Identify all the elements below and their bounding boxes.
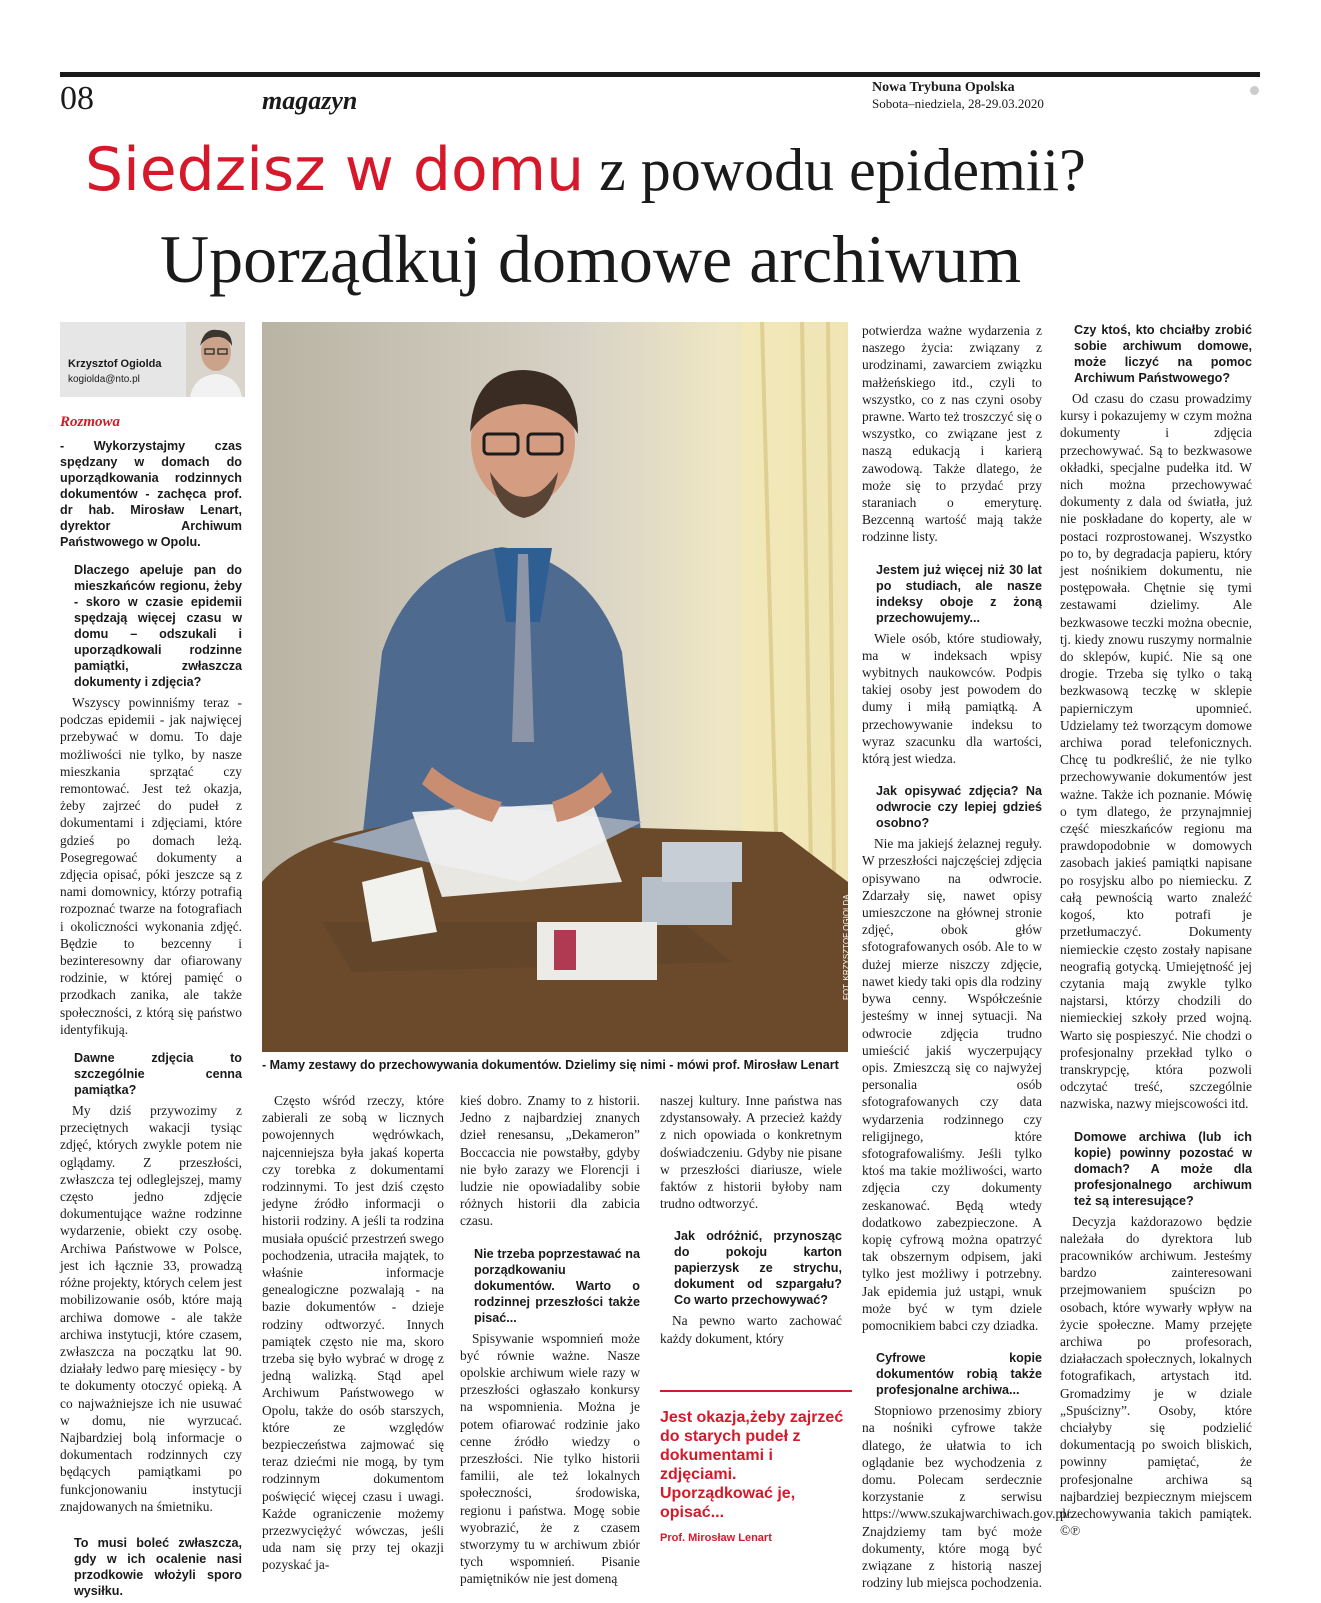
question: Czy ktoś, kto chciałby zrobić sobie archiwum domowe, może liczyć na pomoc Archiwum Państwowego? [1074, 323, 1252, 385]
pull-quote-text: Jest okazja,żeby zajrzeć do starych pudeł z dokumentami i zdjęciami. Uporządkować je, opisać... [660, 1409, 844, 1521]
answer: Nie ma jakiejś żelaznej reguły. W przeszłości najczęściej zdjęcia opisywano na odwrocie. Zdarzały się, nawet opisy umieszczone na głównej stronie zdjęć, obok głów sfotografowanych osób. Ale to w dużej mierze niszczy zdjęcie, nawet kiedy taki opis dla rodziny bywa cenny. Współcześnie jesteśmy w innej sytuacji. Na odwrocie zdjęcia trudno umieścić jakiś wyczerpujący opis. Zmieszczą się co najwyżej personalia osób sfotografowanych czy data wydarzenia rodzinnego czy religijnego, które sfotografowaliśmy. Jeśli tylko ktoś ma takie możliwości, warto zdjęcia czy dokumenty zeskanować. Będą wtedy dodatkowo zabezpieczone. A kopię cyfrową można opatrzyć tak obszernym odpisem, jaki tylko jest możliwy i potrzebny. Jak epidemia już ustąpi, wnuk może być w tym dziele pomocnikiem babci czy dziadka. [862, 836, 1042, 1333]
author-photo [186, 322, 245, 397]
question: Dlaczego apeluje pan do mieszkańców regionu, żeby - skoro w czasie epidemii spędzają więcej czasu w domu – odszukali i uporządkowali rodzinne pamiątki, zwłaszcza dokumenty i zdjęcia? [74, 563, 242, 689]
question: Jestem już więcej niż 30 lat po studiach, ale nasze indeksy oboje z żoną przechowujemy... [876, 562, 1042, 625]
pull-quote-author: Prof. Mirosław Lenart [660, 1532, 772, 1544]
issue-date: Sobota–niedziela, 28-29.03.2020 [872, 96, 1044, 111]
answer: Od czasu do czasu prowadzimy kursy i pokazujemy w czym można dokumenty i zdjęcia przechowywać. Są to bezkwasowe okładki, specjalne pudełka itd. W nich można przechowywać dokumenty z dala od światła, już nie poskładane do koperty, ale w postaci rozprostowanej. Wszystko po to, by degradacja papieru, który jest nośnikiem dokumentu, nie postępowała. Chętnie się tymi zestawami dzielimy. Ale bezkwasowe teczki można obecnie, tj. kiedy znowu ruszymy normalnie do sklepów, kupić. Nie są one drogie. Trzeba się tylko o taką bezkwasową teczkę w sklepie papierniczym upomnieć. Udzielamy też tworzącym domowe archiwa porad telefonicznych. Chcę tu podkreślić, że nie tylko przechowywanie dokumentów jest ważne. Także ich poznanie. Mówię o tym dlatego, że przynajmniej część mieszkańców regionu ma prawdopodobnie w domowych zasobach jakieś pamiątki napisane po rosyjsku albo po niemiecku. Z całą pewnością warto znaleźć kogoś, kto potrafi je przetłumaczyć. Dokumenty niemieckie często zostały napisane neografią gotycką. Umiejętność jej czytania mają zwykle tylko najstarsi, którzy chodzili do niemieckiej szkoły przed wojną. Warto się pospieszyć. Nie chodzi o profesjonalny przekład tylko o transkrypcję, która pozwoli odczytać treść, szczególnie nazwiska, nazwy miejscowości itd. [1060, 391, 1252, 1112]
lead-paragraph: - Wykorzystajmy czas spędzany w domach do uporządkowania rodzinnych dokumentów - zachęca prof. dr hab. Mirosław Lenart, dyrektor Archiwum Państwowego w Opolu. [60, 439, 242, 549]
answer: Spisywanie wspomnień może być równie ważne. Nasze opolskie archiwum wiele razy w przeszłości ogłaszało konkursy na wspomnienia. Można je potem ofiarować rodzinie jako cenne źródło wiedzy o przeszłości. Nie tylko historii familii, ale też lokalnych społeczności, środowiska, regionu i państwa. Mogę sobie wyobrazić, że z czasem stworzymy tu w archiwum zbiór tych wspomnień. Pisanie pamiętników nie jest domeną [460, 1330, 640, 1587]
newspaper-name: Nowa Trybuna Opolska [872, 80, 1015, 95]
question: To musi boleć zwłaszcza, gdy w ich ocalenie nasi przodkowie włożyli sporo wysiłku. [74, 1535, 242, 1598]
answer: naszej kultury. Inne państwa nas zdystansowały. A przecież każdy z nich opowiada o konkretnym doświadczeniu. Gdyby nie pisane w przeszłości diariusze, wiele faktów z historii byłoby nam trudno odtworzyć. [660, 1093, 842, 1212]
author-name: Krzysztof Ogiolda [68, 358, 162, 370]
kicker-label: Rozmowa [60, 414, 121, 430]
headline-line1 [85, 135, 1265, 205]
photo-caption: - Mamy zestawy do przechowywania dokumentów. Dzielimy się nimi - mówi prof. Mirosław Lenart [262, 1058, 839, 1072]
answer: Wiele osób, które studiowały, ma w indeksach wpisy wybitnych naukowców. Podpis takiej osoby jest powodem do dumy i miłą pamiątką. A przechowywanie indeksu to wyraz szacunku dla wartości, którą jest wiedza. [862, 630, 1042, 767]
page-number: 08 [60, 80, 94, 117]
headline-black-part: z powodu epidemii? [584, 137, 1086, 203]
answer: Decyzja każdorazowo będzie należała do dyrektora lub pracowników archiwum. Jesteśmy bardzo zainteresowani przejmowaniem spuścizn po osobach, które wywarły wpływ na życie społeczne. Mamy przejęte archiwa po profesorach, działaczach społecznych, lokalnych fotografikach, artystach itd. Gromadzimy je w dziale „Spuścizny”. Osoby, które chciałyby się podzielić dokumentacją po swoich bliskich, powinny pamiętać, że profesjonalne archiwa są najbardziej bezpiecznym miejscem przechowywania takich pamiątek. ©℗ [1060, 1213, 1252, 1539]
answer: potwierdza ważne wydarzenia z naszego życia: związany z urodzinami, zawarciem związku małżeńskiego itd., czyli to wszystko, co z nas czyni osoby prawne. Warto też troszczyć się o wszystko, co związane jest z naszą edukacją i karierą zawodową. Także dlatego, że może się to przydać przy staraniach o emeryturę. Bezcenną wartość mają także rodzinne listy. [862, 323, 1042, 545]
main-photo [262, 322, 848, 1052]
question: Jak odróżnić, przynosząc do pokoju karton papierzysk ze strychu, dokument od szpargału? Co warto przechowywać? [674, 1229, 842, 1308]
answer: Na pewno warto zachować każdy dokument, który [660, 1313, 842, 1346]
question: Dawne zdjęcia to szczególnie cenna pamiątka? [74, 1051, 242, 1098]
article-column-3 [460, 1092, 640, 1588]
article-column-2 [262, 1092, 444, 1574]
answer: kieś dobro. Znamy to z historii. Jedno z najbardziej znanych dzieł renesansu, „Dekameron” Boccaccia nie powstałby, gdyby nie było zarazy we Florencji i ludzie nie opowiadaliby sobie różnych historii dla zabicia czasu. [460, 1093, 640, 1229]
pull-quote [660, 1390, 852, 1544]
article-column-6 [1060, 322, 1252, 1539]
question: Jak opisywać zdjęcia? Na odwrocie czy lepiej gdzieś osobno? [876, 784, 1042, 831]
question: Domowe archiwa (lub ich kopie) powinny pozostać w domach? A może dla profesjonalnego archiwum też są interesujące? [1074, 1129, 1252, 1208]
article-column-4 [660, 1092, 842, 1347]
question: Cyfrowe kopie dokumentów robią także profesjonalne archiwa... [876, 1351, 1042, 1398]
section-name: magazyn [262, 86, 358, 115]
author-email[interactable]: kogiolda@nto.pl [68, 374, 140, 385]
question: Nie trzeba poprzestawać na porządkowaniu dokumentów. Warto o rodzinnej przeszłości także pisać... [474, 1246, 640, 1325]
answer: Wszyscy powinniśmy teraz - podczas epidemii - jak najwięcej przebywać w domu. To daje możliwości nie tylko, by nasze mieszkania sprzątać czy remontować. Jest też okazja, żeby zajrzeć do pudeł z dokumentami i zdjęciami, które gdzieś po domach leżą. Posegregować dokumenty a zdjęcia opisać, póki jeszcze są z nami domownicy, którzy potrafią rozpoznać twarze na fotografiach i okoliczności wykonania zdjęć. Będzie to bezcenny i bezinteresowny dar ofiarowany rodzinie, w której pamięć o przodkach zanika, ale także społeczności, z którą się państwo identyfikują. [60, 695, 242, 1037]
headline-line2: Uporządkuj domowe archiwum [160, 221, 1022, 297]
photo-credit: FOT. KRZYSZTOF OGIOLDA [842, 894, 851, 1000]
top-rule [60, 72, 1260, 77]
answer: Często wśród rzeczy, które zabierali ze sobą w licznych powojennych wędrówkach, najcenniejsza była jakaś koperta czy torebka z dokumentami rodzinnymi. To jest dziś często jedyne źródło informacji o historii rodziny. A jeśli ta rodzina musiała opuścić przestrzeń swego pochodzenia, utraciła majątek, to właśnie informacje genealogiczne pozwalają - na bazie dokumentów - dzieje rodziny odtworzyć. Innych pamiątek często nie ma, skoro trzeba się było wybrać w drogę z jedną walizką. Stąd apel Archiwum Państwowego w Opolu, także do osób starszych, które ze względów bezpieczeństwa zajmować się teraz dziećmi nie mogą, by tym rodzinnym dokumentom poświęcić więcej czasu i uwagi. Każde ograniczenie możemy przezwyciężyć wówczas, jeśli uda nam się przy tej okazji pozyskać ja- [262, 1093, 444, 1573]
answer: My dziś przywozimy z przeciętnych wakacji tysiąc zdjęć, których zwykle potem nie oglądamy. Z przeszłości, zwłaszcza tej odleglejszej, mamy często jedno zdjęcie dokumentujące ważne rodzinne wydarzenie, obiekt czy osobę. Archiwa Państwowe w Polsce, jest ich łącznie 33, prowadzą różne projekty, których celem jest mobilizowanie osób, które mają archiwa domowe - ale także archiwa instytucji, które czasem, zwłaszcza na początku lat 90. działały ledwo parę miesięcy - by te dokumenty otoczyć opieką. A co najważniejsze ich nie usuwać w domu, nie wyrzucać. Najbardziej bolą informacje o dokumentach rodzinnych czy będących pamiątkami po funkcjonowaniu instytucji znajdowanych na śmietniku. [60, 1103, 242, 1514]
decorative-dot [1250, 86, 1259, 95]
answer: Stopniowo przenosimy zbiory na nośniki cyfrowe także dlatego, że ułatwia to ich oglądanie bez wychodzenia z domu. Polecam serdecznie korzystanie z serwisu https://www.szukajwarchiwach.gov.pl/. Znajdziemy tam być może dokumenty, które mogą być związane z historią naszej rodziny lub miejsca pochodzenia. [862, 1403, 1073, 1591]
article-column-1 [60, 438, 242, 1603]
article-column-5 [862, 322, 1073, 1591]
headline-red-part: Siedzisz w domu [85, 135, 585, 205]
